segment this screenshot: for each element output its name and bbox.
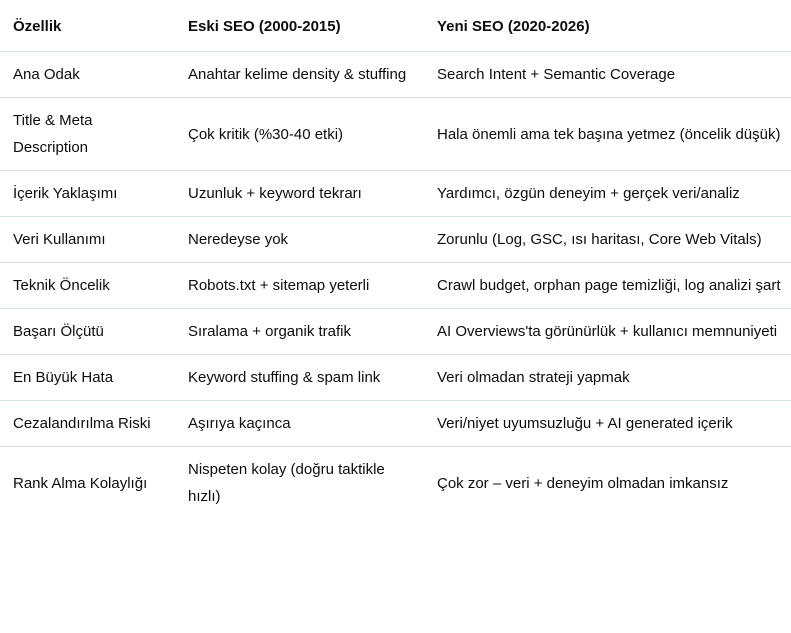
new-seo-cell: Yardımcı, özgün deneyim + gerçek veri/analiz — [437, 185, 740, 202]
old-seo-cell: Çok kritik (%30-40 etki) — [188, 125, 344, 143]
header-feature: Özellik — [13, 18, 62, 35]
new-seo-cell: Search Intent + Semantic Coverage — [437, 66, 676, 83]
new-seo-cell: Zorunlu (Log, GSC, ısı haritası, Core Web Vitals) — [437, 231, 762, 248]
old-seo-cell: Nispeten kolay (doğru taktikle hızlı) — [188, 461, 385, 505]
new-seo-cell: Veri olmadan strateji yapmak — [437, 369, 630, 386]
table-row — [0, 309, 791, 355]
table-row — [0, 401, 791, 447]
header-old-seo: Eski SEO (2000-2015) — [188, 18, 341, 35]
old-seo-cell: Robots.txt + sitemap yeterli — [188, 277, 370, 294]
feature-cell: İçerik Yaklaşımı — [13, 185, 118, 202]
old-seo-cell: Sıralama + organik trafik — [188, 323, 351, 340]
feature-cell: Title & Meta Description — [13, 112, 93, 156]
new-seo-cell: Crawl budget, orphan page temizliği, log analizi şart — [437, 277, 781, 294]
old-seo-cell: Keyword stuffing & spam link — [188, 369, 381, 386]
table-row — [0, 98, 791, 171]
feature-cell: En Büyük Hata — [13, 369, 114, 386]
table-row — [0, 447, 791, 520]
feature-cell: Rank Alma Kolaylığı — [13, 474, 148, 492]
table-row — [0, 263, 791, 309]
feature-cell: Ana Odak — [13, 66, 80, 83]
table-row — [0, 355, 791, 401]
old-seo-cell: Neredeyse yok — [188, 231, 289, 248]
header-row — [0, 0, 791, 52]
new-seo-cell: Çok zor – veri + deneyim olmadan imkansız — [437, 474, 729, 492]
table-row — [0, 217, 791, 263]
header-new-seo: Yeni SEO (2020-2026) — [437, 18, 590, 35]
feature-cell: Başarı Ölçütü — [13, 323, 104, 340]
feature-cell: Cezalandırılma Riski — [13, 415, 151, 432]
new-seo-cell: Veri/niyet uyumsuzluğu + AI generated içerik — [437, 415, 733, 432]
old-seo-cell: Aşırıya kaçınca — [188, 415, 291, 432]
old-seo-cell: Uzunluk + keyword tekrarı — [188, 185, 362, 202]
feature-cell: Teknik Öncelik — [13, 277, 110, 294]
new-seo-cell: AI Overviews'ta görünürlük + kullanıcı memnuniyeti — [437, 323, 778, 340]
feature-cell: Veri Kullanımı — [13, 231, 106, 248]
old-seo-cell: Anahtar kelime density & stuffing — [188, 66, 407, 83]
new-seo-cell: Hala önemli ama tek başına yetmez (öncelik düşük) — [437, 125, 781, 143]
table-row — [0, 171, 791, 217]
table-row — [0, 52, 791, 98]
